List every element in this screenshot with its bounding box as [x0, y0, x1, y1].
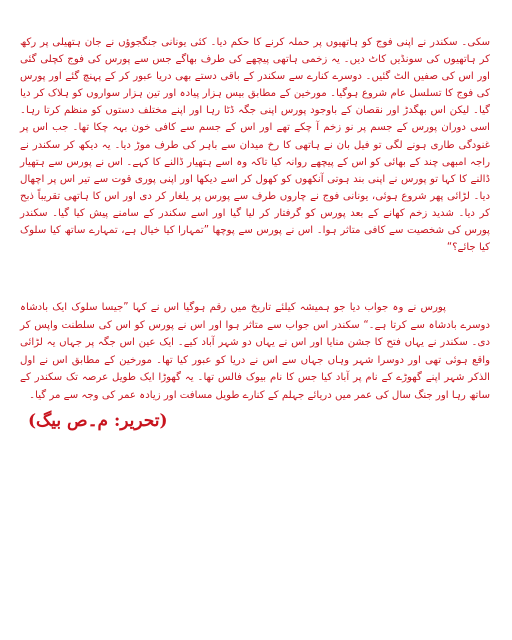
- paragraph-1: سکی۔ سکندر نے اپنی فوج کو ہاتھیوں پر حملہ کرنے کا حکم دیا۔ کئی یونانی جنگجوؤں نے جان ہتھیلی پر رکھ کر ہاتھیوں کی سونڈیں کاٹ دیں۔ یہ زخمی ہاتھی پیچھے کی طرف بھاگے جس سے پورس کی فوج کچلی گئی اور اس کی صفیں الٹ گئیں۔ دوسرے کنارے سے سکندر کے باقی دستے بھی دریا عبور کر کے پہنچ گئے اور پورس کی فوج کا تسلسل عام شروع ہوگیا۔ مورخین کے مطابق بیس ہزار پیادہ اور تین ہزار سواروں کو ہلاک کر دیا گیا۔ لیکن اس بھگدڑ اور نقصان کے باوجود پورس اپنی جگہ ڈٹا رہا اور اپنے مختلف دستوں کو منظم کرتا رہا۔ اسی دوران پورس کے جسم پر نو زخم آ چکے تھے اور اس کے جسم سے کافی خون بہہ چکا تھا۔ جب اس پر غنودگی طاری ہونے لگی تو فیل بان نے ہاتھی کا رخ میدان سے باہر کی طرف موڑ دیا۔ یہ دیکھ کر سکندر نے راجہ امبھی چند کے بھائی کو اس کے پیچھے روانہ کیا تاکہ وہ اسے ہتھیار ڈالنے کا کہے۔ اس نے پورس سے ہتھیار ڈالنے کا کہا تو پورس نے اپنی بند ہوتی آنکھوں کو کھول کر اسے دیکھا اور اپنی پوری قوت سے تیر اس پر اچھال دیا۔ لڑائی پھر شروع ہوئی، یونانی فوج نے چاروں طرف سے پورس پر یلغار کر دی اور اس کا ہاتھی تقریباً ذبح کر دیا۔ شدید زخم کھانے کے بعد پورس کو گرفتار کر لیا گیا اور اسے سکندر کے سامنے پیش کیا گیا۔ سکندر پورس کی شخصیت سے کافی متاثر ہوا۔ اس نے پورس سے پوچھا ”تمہارا کیا خیال ہے، تمہارے ساتھ کیا سلوک کیا جائے؟“: [20, 37, 490, 254]
- author-signature: (تحریر: م۔ص بیگ): [28, 411, 168, 431]
- document-page: [20, 16, 490, 626]
- paragraph-2: پورس نے وہ جواب دیا جو ہمیشہ کیلئے تاریخ میں رقم ہوگیا اس نے کہا ”جیسا سلوک ایک بادشاہ دوسرے بادشاہ سے کرتا ہے۔“ سکندر اس جواب سے متاثر ہوا اور اس نے پورس کو اس کی سلطنت واپس کر دی۔ سکندر نے یہاں فتح کا جشن منایا اور اس نے یہاں دو شہر آباد کیے۔ ایک عین اس جگہ پر جہاں یہ لڑائی واقع ہوئی تھی اور دوسرا شہر وہاں جہاں سے اس نے دریا کو عبور کیا تھا۔ مورخین کے مطابق اس نے اول الذکر شہر اپنے گھوڑے کے نام پر آباد کیا جس کا نام بیوک فالس تھا۔ یہ گھوڑا ایک طویل عرصہ تک سکندر کے ساتھ رہا اور جنگ سال کی عمر میں دریائے جہلم کے کنارے طویل مسافت اور زیادہ عمر کی وجہ سے مر گیا۔: [20, 302, 490, 401]
